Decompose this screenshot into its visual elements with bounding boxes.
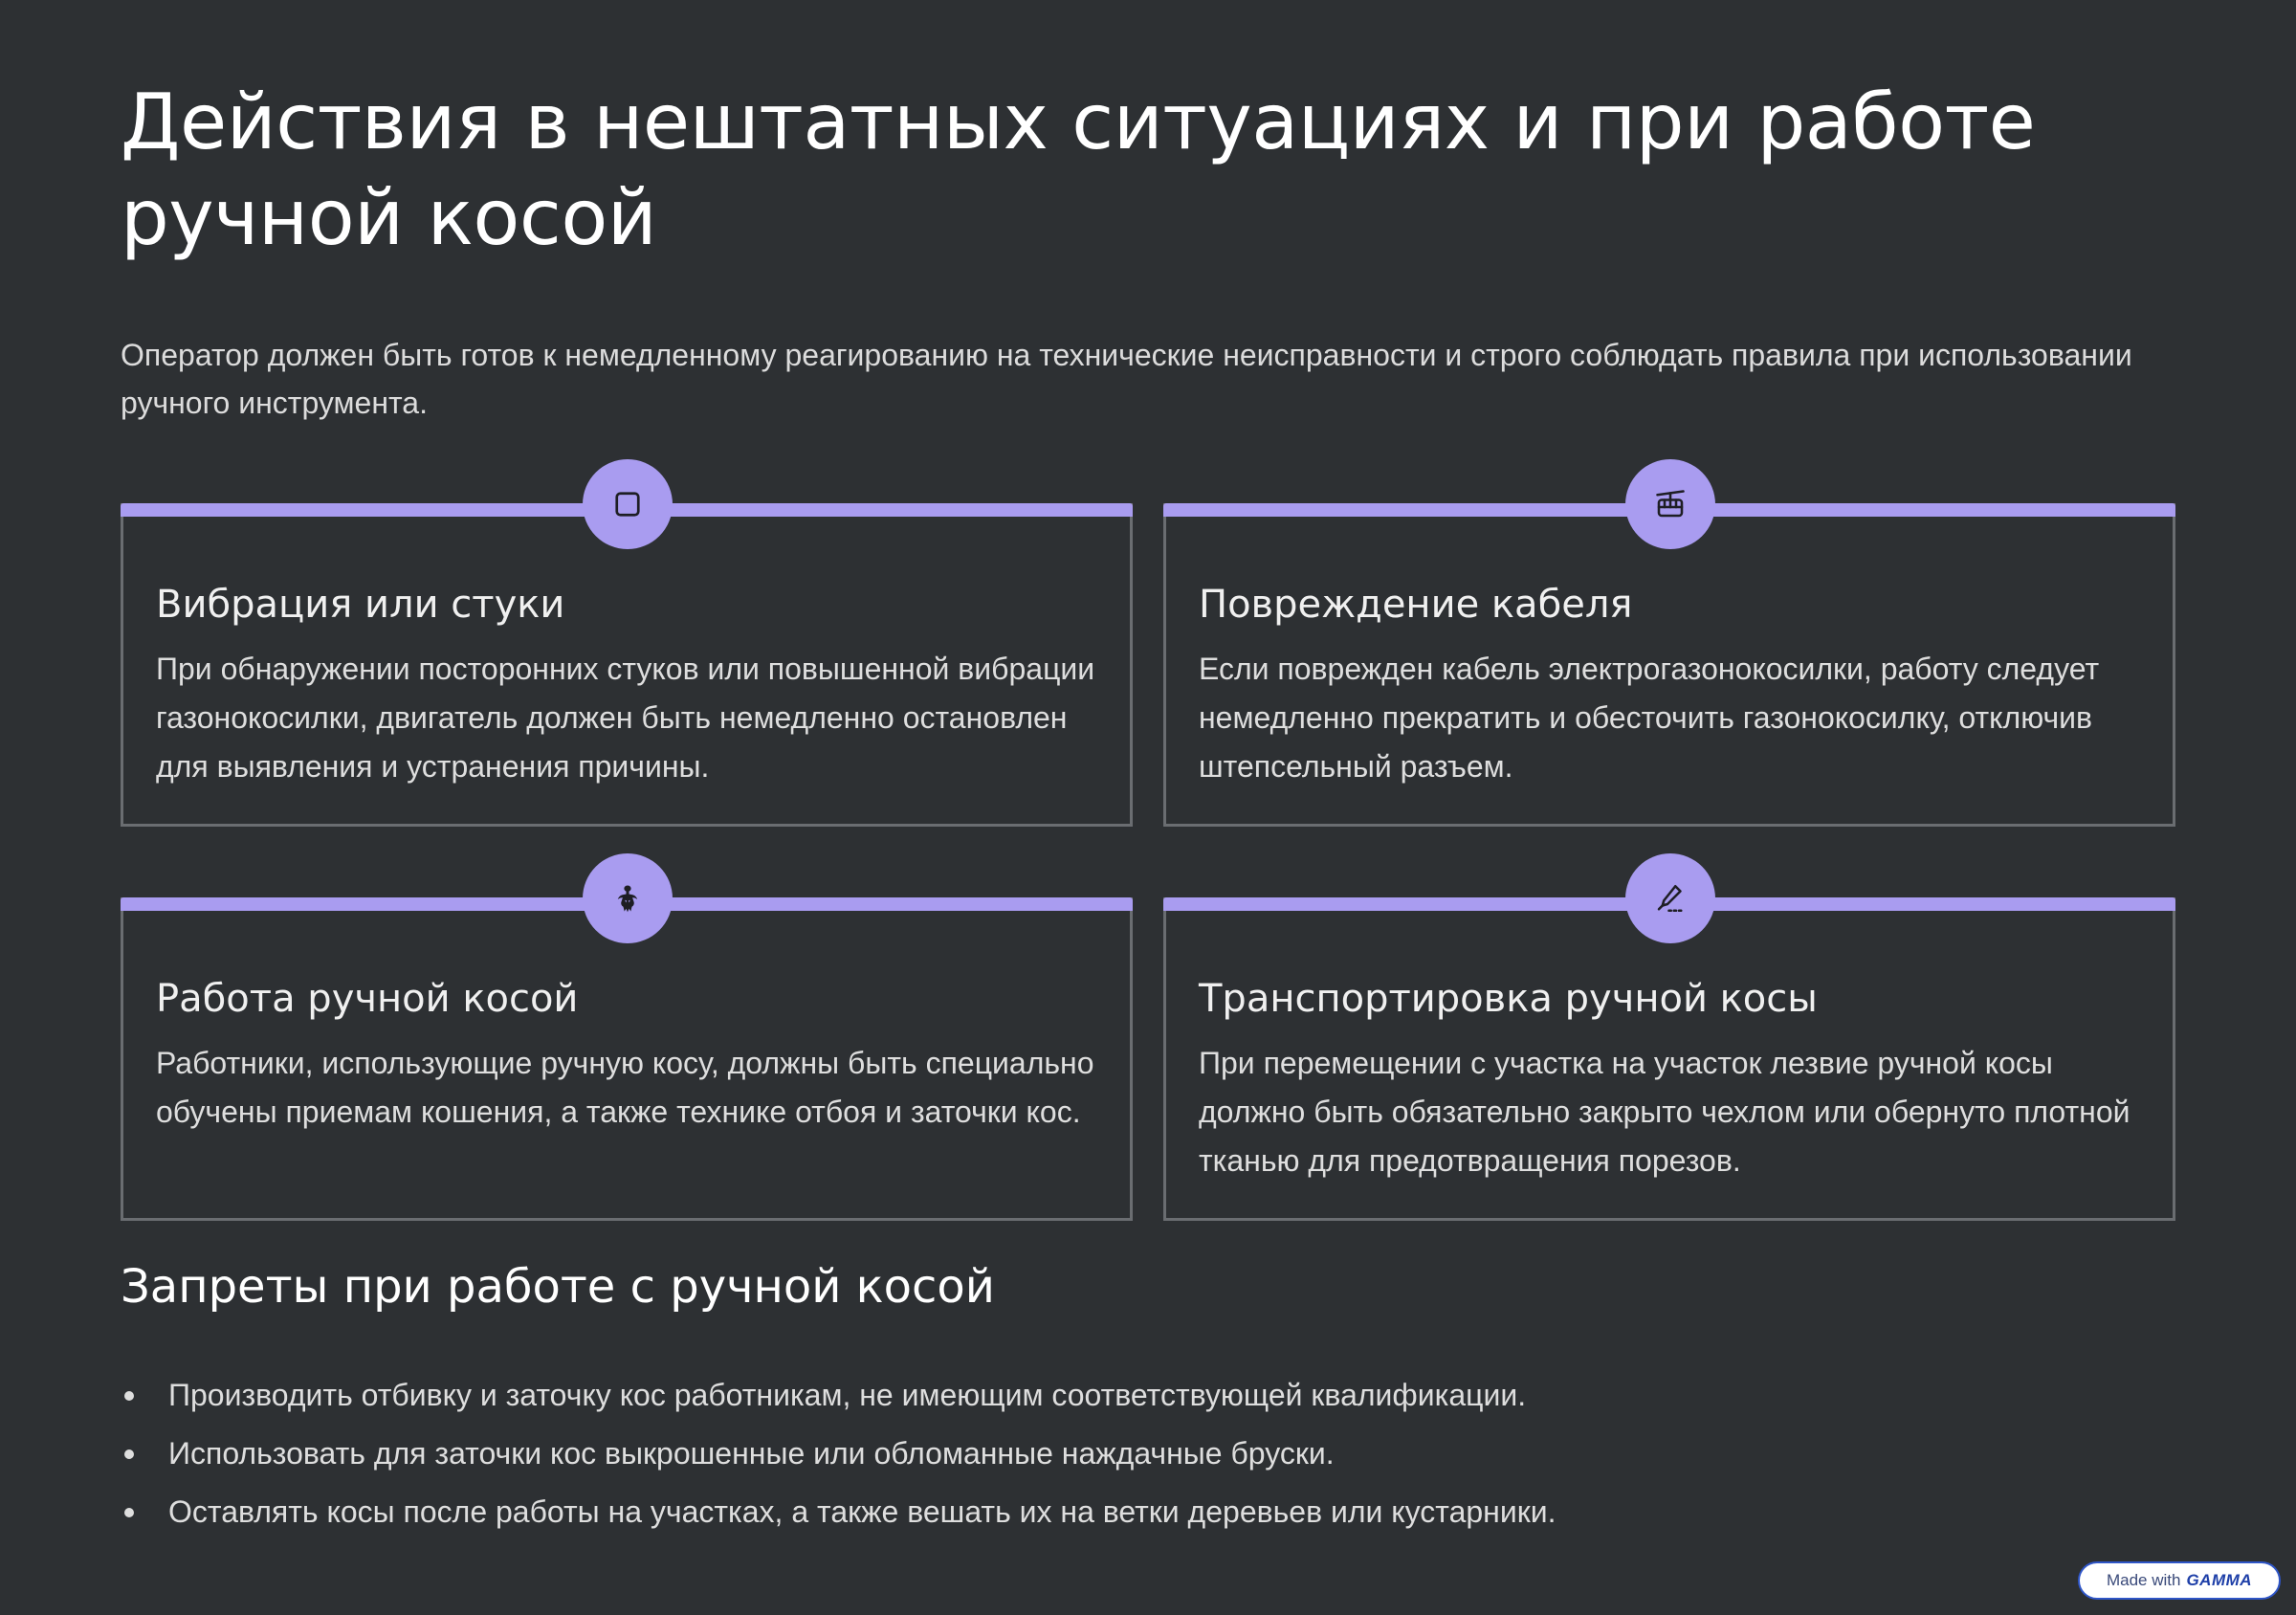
cable-car-icon xyxy=(1625,459,1715,549)
bans-list xyxy=(121,1366,2225,1541)
list-item xyxy=(121,1366,2225,1425)
bullet-icon xyxy=(124,1508,134,1517)
card-title: Работа ручной косой xyxy=(156,977,579,1021)
card-text: Работники, использующие ручную косу, должны быть специально обучены приемам кошения, а также технике отбоя и заточки кос. xyxy=(156,1046,1094,1129)
mythosaur-skull-icon xyxy=(583,853,673,943)
square-stop-icon xyxy=(583,459,673,549)
made-with-gamma-badge[interactable] xyxy=(2078,1561,2281,1600)
card-text: Если поврежден кабель электрогазонокосилки, работу следует немедленно прекратить и обесточить газонокосилку, отключив штепсельный разъем. xyxy=(1199,652,2100,784)
card-text: При перемещении с участка на участок лезвие ручной косы должно быть обязательно закрыто чехлом или обернуто плотной тканью для предотвращения порезов. xyxy=(1199,1046,2130,1178)
card-cable-damage xyxy=(1163,503,2175,827)
bullet-icon xyxy=(124,1391,134,1401)
page-title: Действия в нештатных ситуациях и при работе ручной косой xyxy=(121,77,2036,262)
card-hand-scythe xyxy=(121,897,1133,1221)
gamma-logo: GAMMA xyxy=(2186,1571,2253,1589)
list-item-text: Оставлять косы после работы на участках, а также вешать их на ветки деревьев или кустарники. xyxy=(168,1494,1556,1529)
list-item xyxy=(121,1425,2225,1483)
bullet-icon xyxy=(124,1449,134,1459)
list-item-text: Производить отбивку и заточку кос работникам, не имеющим соответствующей квалификации. xyxy=(168,1378,1527,1412)
page-subtitle: Оператор должен быть готов к немедленному реагированию на технические неисправности и строго соблюдать правила при использовании ручного инструмента. xyxy=(121,338,2132,420)
bans-section-title: Запреты при работе с ручной косой xyxy=(121,1260,995,1314)
card-title: Вибрация или стуки xyxy=(156,583,565,627)
list-item-text: Использовать для заточки кос выкрошенные или обломанные наждачные бруски. xyxy=(168,1436,1335,1471)
card-title: Транспортировка ручной косы xyxy=(1199,977,1818,1021)
signature-pen-icon xyxy=(1625,853,1715,943)
card-title: Повреждение кабеля xyxy=(1199,583,1633,627)
list-item xyxy=(121,1483,2225,1541)
card-text: При обнаружении посторонних стуков или повышенной вибрации газонокосилки, двигатель должен быть немедленно остановлен для выявления и устранения причины. xyxy=(156,652,1095,784)
card-vibration xyxy=(121,503,1133,827)
card-scythe-transport xyxy=(1163,897,2175,1221)
made-with-label: Made with xyxy=(2106,1571,2181,1589)
